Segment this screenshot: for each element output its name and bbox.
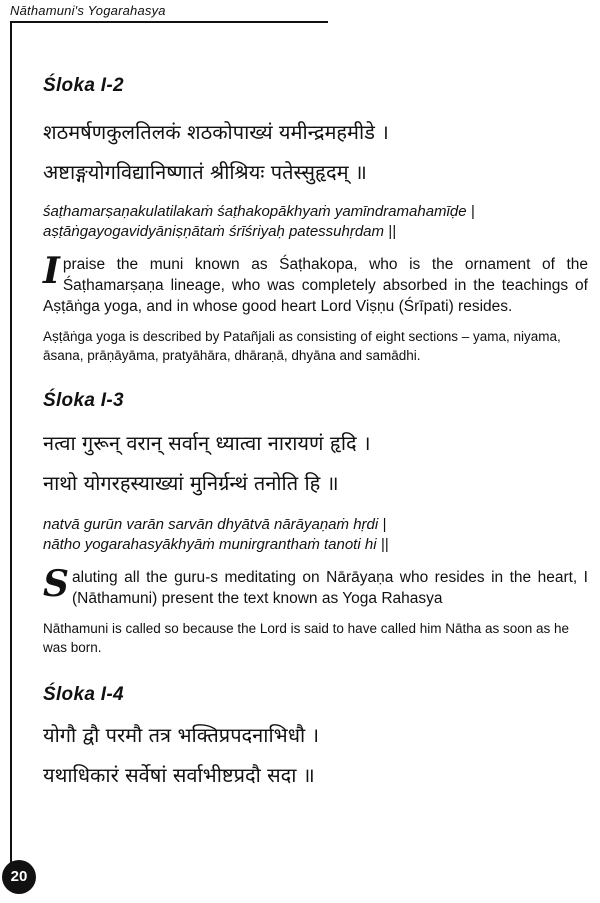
sloka-section-1-3 [43,389,588,657]
transliteration-line: aṣṭāṅgayogavidyāniṣṇātaṁ śrīśriyaḥ patessuhṛdam || [43,223,396,240]
translation-paragraph [43,250,588,317]
sloka-heading: Śloka I-4 [43,684,124,705]
commentary-note: Aṣṭāṅga yoga is described by Patañjali as consisting of eight sections – yama, niyama, āsana, prāṇāyāma, pratyāhāra, dhāraṇā, dhyāna and samādhi. [43,329,561,363]
devanagari-verse-line: नाथो योगरहस्याख्यां मुनिर्ग्रन्थं तनोति हि ॥ [43,471,339,495]
drop-cap-initial: S [43,563,69,605]
drop-cap-initial: I [43,250,60,292]
running-header-title: Nāthamuni's Yogarahasya [10,3,166,18]
header-rule [10,21,328,23]
transliteration-line: nātho yogarahasyākhyāṁ munirgranthaṁ tanoti hi || [43,536,389,553]
left-margin-rule [10,21,12,866]
transliteration-line: natvā gurūn varān sarvān dhyātvā nārāyaṇaṁ hṛdi | [43,516,387,533]
page-body [43,74,588,795]
translation-text: praise the muni known as Śaṭhakopa, who is the ornament of the Śaṭhamarṣaṇa lineage, who was completely absorbed in the teachings of Aṣṭāṅga yoga, and in whose good heart Lord Viṣṇu (Śrīpati) resides. [43,256,588,315]
devanagari-verse-line: यथाधिकारं सर्वेषां सर्वाभीष्टप्रदौ सदा ॥ [43,763,315,787]
sloka-heading: Śloka I-2 [43,75,124,96]
devanagari-verse-line: अष्टाङ्गयोगविद्यानिष्णातं श्रीश्रियः पतेस्सुहृदम् ॥ [43,160,367,184]
commentary-note: Nāthamuni is called so because the Lord is said to have called him Nātha as soon as he was born. [43,621,570,655]
translation-paragraph [43,563,588,609]
devanagari-verse-line: नत्वा गुरून् वरान् सर्वान् ध्यात्वा नारायणं हृदि । [43,431,371,455]
sloka-section-1-2 [43,74,588,365]
devanagari-verse-line: योगौ द्वौ परमौ तत्र भक्तिप्रपदनाभिधौ । [43,723,320,747]
devanagari-verse-line: शठमर्षणकुलतिलकं शठकोपाख्यं यमीन्द्रमहमीडे । [43,120,389,144]
page-number-badge: 20 [2,860,36,894]
transliteration-line: śaṭhamarṣaṇakulatilakaṁ śaṭhakopākhyaṁ yamīndramahamīḍe | [43,203,475,220]
translation-text: aluting all the guru-s meditating on Nārāyaṇa who resides in the heart, I (Nāthamuni) present the text known as Yoga Rahasya [72,569,588,607]
sloka-section-1-4 [43,683,588,795]
sloka-heading: Śloka I-3 [43,390,124,411]
